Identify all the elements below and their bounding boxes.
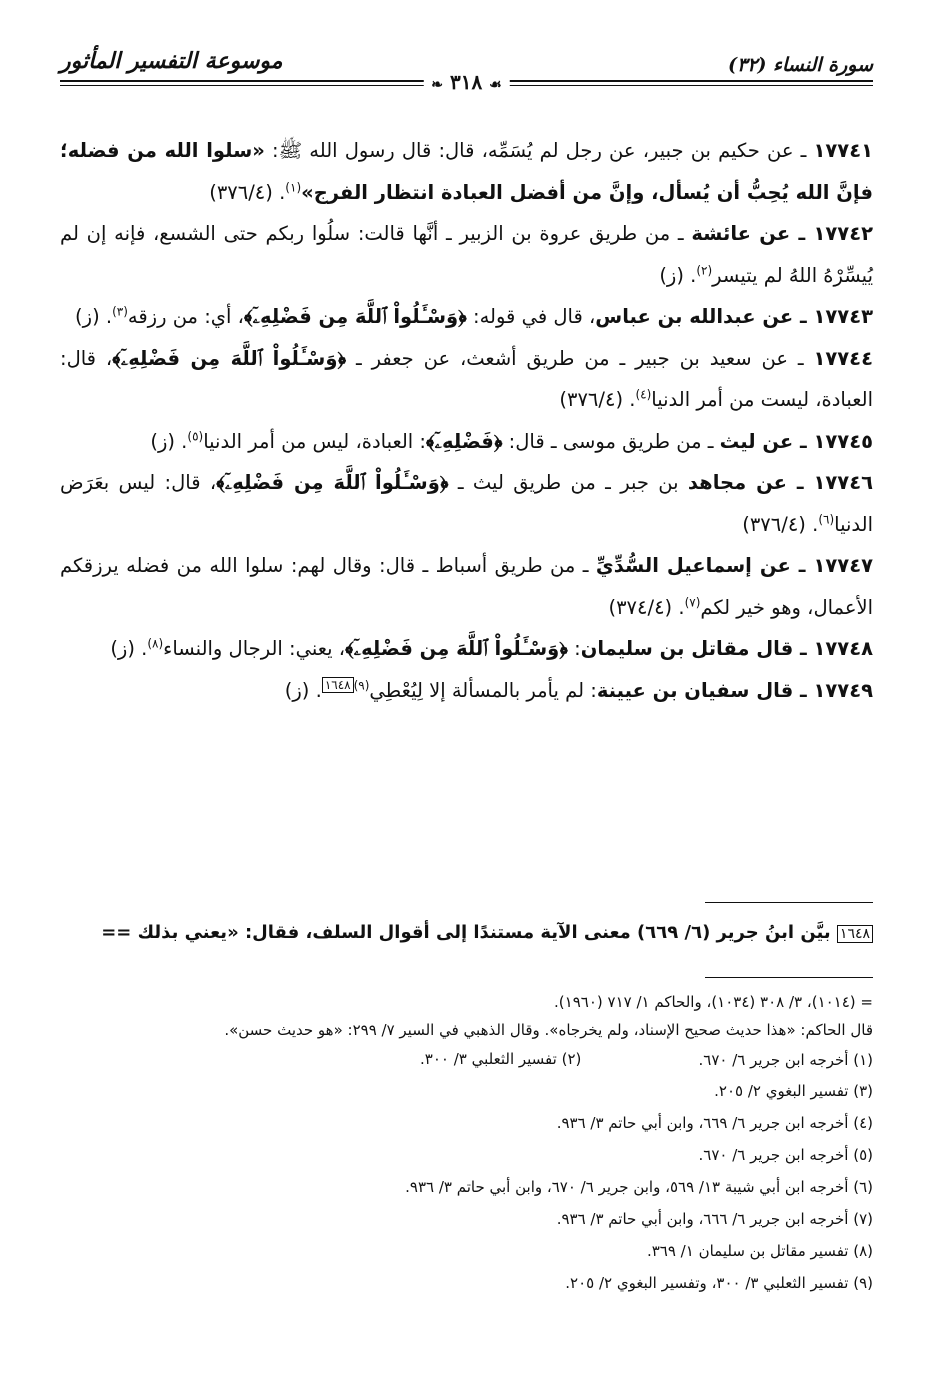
quran-text: ﴿فَضْلِهِۦٓ﴾ (426, 429, 503, 453)
entry-ref: . (٣٧٦/٤) (742, 512, 819, 536)
footnote-8: (٨) تفسير مقاتل بن سليمان ١/ ٣٦٩. (646, 1242, 873, 1260)
entry (60, 462, 873, 545)
entry-text: ، يعني: الرجال والنساء (163, 637, 346, 660)
footnote-ref[interactable]: (٨) (147, 636, 164, 651)
entry-ref: . (ز) (110, 637, 148, 660)
commentary-text: بيَّن ابنُ جرير (٦/ ٦٦٩) معنى الآية مستندًا إلى أقوال السلف، فقال: «يعني بذلك == (101, 922, 837, 943)
footnote-1: (١) أخرجه ابن جرير ٦/ ٦٧٠. (698, 1051, 873, 1069)
ornament-icon: ❧ (431, 77, 443, 93)
entry-ref: . (ز) (284, 678, 322, 702)
footnote-9: (٩) تفسير الثعلبي ٣/ ٣٠٠، وتفسير البغوي ٢/ ٢٠٥. (565, 1274, 873, 1292)
entry-text: ، قال: ليس بعَرَض الدنيا (60, 471, 873, 536)
narrator-name: ـ عن عائشة (691, 222, 814, 245)
commentary-ref-box[interactable]: ١٦٤٨ (322, 677, 354, 693)
entry-text: بن جبر ـ من طريق ليث ـ (448, 471, 688, 494)
footnote-continuation: = (١٠١٤)، ٣/ ٣٠٨ (١٠٣٤)، والحاكم ١/ ٧١٧ (١٩٦٠). (554, 993, 873, 1011)
footnote-ref[interactable]: (٦) (818, 512, 835, 526)
narrator-name: ـ عن مجاهد (687, 471, 814, 494)
narrator-name: ـ عن عبدالله بن عباس (595, 305, 814, 328)
footnote-ref[interactable]: (٤) (635, 387, 652, 402)
surah-title: سورة النساء (٣٢) (728, 54, 873, 76)
entry-ref: . (ز) (150, 429, 188, 453)
footnote-4: (٤) أخرجه ابن جرير ٦/ ٦٦٩، وابن أبي حاتم ٣/ ٩٣٦. (556, 1114, 873, 1132)
entry-text: ، قال في قوله: (466, 305, 596, 328)
book-title: موسوعة التفسير المأثور (60, 48, 283, 74)
entry-text: : لم يأمر بالمسألة إلا لِيُعْطِي (369, 678, 597, 702)
entry-number: ١٧٧٤٤ (813, 346, 873, 370)
entry-number: ١٧٧٤٩ (813, 678, 873, 702)
footnote-continuation: قال الحاكم: «هذا حديث صحيح الإسناد، ولم يخرجاه». وقال الذهبي في السير ٧/ ٢٩٩: «هو حديث حسن». (224, 1021, 873, 1039)
page-number: ٣١٨ (449, 70, 483, 94)
entry-ref: . (ز) (659, 263, 697, 287)
entry-text: ـ من طريق أسباط ـ قال: وقال لهم: سلوا الله من فضله يرزقكم الأعمال، وهو خير لكم (60, 554, 873, 619)
entry-text: : (567, 637, 581, 660)
entry-number: ١٧٧٤٣ (813, 305, 873, 328)
narrator-name: ـ قال مقاتل بن سليمان (580, 637, 814, 660)
quran-text: ﴿وَسْـَٔلُواْ ٱللَّهَ مِن فَضْلِهِۦٓ﴾ (243, 305, 467, 328)
commentary-rule (705, 902, 873, 903)
entry-number: ١٧٧٤١ (813, 139, 873, 162)
quran-text: ﴿وَسْـَٔلُواْ ٱللَّهَ مِن فَضْلِهِۦٓ﴾ (112, 346, 347, 370)
quran-text: ﴿وَسْـَٔلُواْ ٱللَّهَ مِن فَضْلِهِۦٓ﴾ (216, 471, 449, 494)
entry-number: ١٧٧٤٥ (813, 429, 873, 453)
entry-ref: . (٣٧٤/٤) (608, 595, 685, 619)
footnote-ref[interactable]: (٥) (187, 429, 204, 443)
entry-number: ١٧٧٤٨ (813, 637, 873, 660)
entry-text: ـ عن سعيد بن جبير ـ من طريق أشعث، عن جعفر ـ (346, 346, 814, 370)
footnote-ref[interactable]: (٣) (112, 304, 128, 319)
entry-text: : العبادة، ليس من أمر الدنيا (203, 429, 426, 453)
entry-number: ١٧٧٤٧ (813, 554, 873, 577)
main-text (60, 130, 873, 711)
narrator-name: ـ قال سفيان بن عيينة (596, 678, 814, 702)
ornament-icon: ☙ (489, 77, 502, 93)
entry-number: ١٧٧٤٢ (813, 222, 873, 245)
entry-text: ـ عن حكيم بن جبير، عن رجل لم يُسَمِّه، قال: قال رسول الله ﷺ: (264, 139, 814, 162)
footnote-6: (٦) أخرجه ابن أبي شيبة ١٣/ ٥٦٩، وابن جرير ٦/ ٦٧٠، وابن أبي حاتم ٣/ ٩٣٦. (405, 1178, 873, 1196)
entry-text: ـ من طريق عروة بن الزبير ـ أنَّها قالت: سلُوا ربكم حتى الشسع، فإنه إن لم يُيسِّرْهُ اللهُ لم يتيسر (60, 222, 873, 287)
entry-text: ، أي: من رزقه (127, 305, 244, 328)
quran-text: ﴿وَسْـَٔلُواْ ٱللَّهَ مِن فَضْلِهِۦٓ﴾ (345, 637, 568, 660)
entry (60, 628, 873, 670)
entry-ref: . (٣٧٦/٤) (559, 388, 636, 411)
footnote-3: (٣) تفسير البغوي ٢/ ٢٠٥. (714, 1082, 873, 1100)
footnote-ref[interactable]: (٩) (353, 678, 370, 692)
entry-ref: . (٣٧٦/٤) (209, 180, 286, 204)
footnote-rule (705, 977, 873, 978)
running-header (60, 48, 873, 98)
page-number-box (423, 70, 509, 94)
footnote-2: (٢) تفسير الثعلبي ٣/ ٣٠٠. (420, 1050, 582, 1068)
footnote-ref[interactable]: (٧) (684, 595, 701, 609)
entry-text: ، قال: العبادة، ليست من أمر الدنيا (60, 346, 873, 411)
hadith-text: «سلوا الله من فضله؛ فإنَّ الله يُحِبُّ أن يُسأل، وإنَّ من أفضل العبادة انتظار الفرج» (60, 139, 873, 204)
narrator-name: ـ عن ليث (719, 429, 814, 453)
entry-ref: . (ز) (75, 305, 113, 328)
footnote-7: (٧) أخرجه ابن جرير ٦/ ٦٦٦، وابن أبي حاتم ٣/ ٩٣٦. (556, 1210, 873, 1228)
entry (60, 213, 873, 296)
commentary-number-box: ١٦٤٨ (837, 925, 873, 943)
footnote-5: (٥) أخرجه ابن جرير ٦/ ٦٧٠. (698, 1146, 873, 1164)
entry (60, 338, 873, 421)
entry (60, 130, 873, 213)
entry (60, 421, 873, 463)
entry-number: ١٧٧٤٦ (813, 471, 873, 494)
commentary-note (60, 918, 873, 948)
footnote-ref[interactable]: (٢) (696, 263, 713, 277)
entry (60, 545, 873, 628)
entry (60, 296, 873, 338)
entry-text: ـ من طريق موسى ـ قال: (502, 429, 720, 453)
footnote-ref[interactable]: (١) (285, 180, 302, 194)
narrator-name: ـ عن إسماعيل السُّدِّيِّ (595, 554, 814, 577)
entry (60, 670, 873, 712)
